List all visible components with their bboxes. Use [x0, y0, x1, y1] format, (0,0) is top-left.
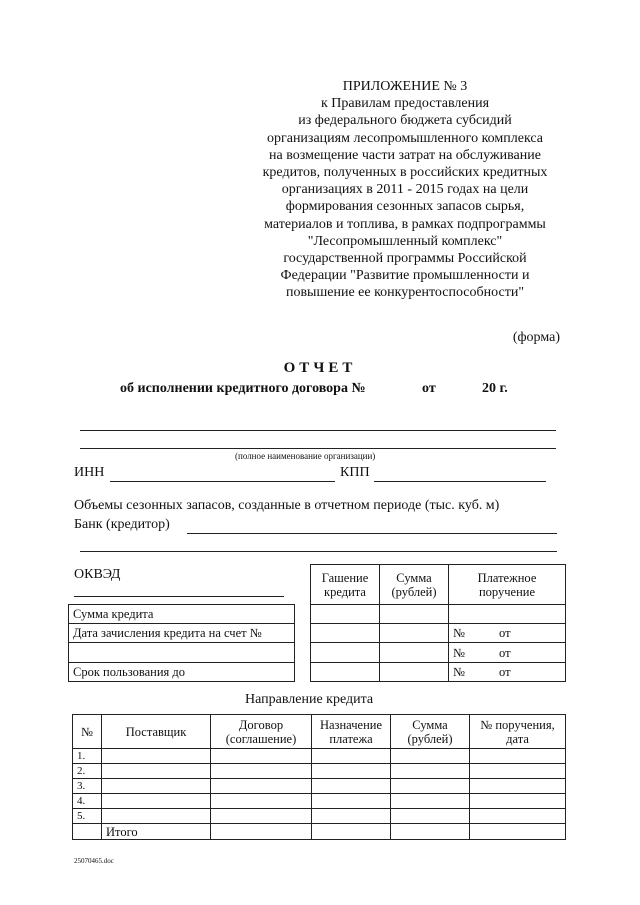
repay-header-col: Платежное поручение — [449, 565, 566, 605]
table-cell[interactable] — [312, 794, 391, 809]
table-cell[interactable] — [102, 779, 211, 794]
org-name-line[interactable] — [80, 430, 556, 431]
table-cell[interactable] — [102, 809, 211, 824]
repay-cell[interactable] — [380, 605, 449, 624]
no-label: № — [453, 626, 465, 640]
row-number: 4. — [73, 794, 102, 809]
direction-title: Направление кредита — [245, 692, 374, 707]
row-number: 2. — [73, 764, 102, 779]
direction-header-col: № поручения, дата — [470, 715, 566, 749]
total-label: Итого — [102, 824, 211, 840]
kpp-field[interactable] — [374, 481, 546, 482]
payment-order-cell[interactable] — [449, 643, 566, 663]
no-label: № — [453, 645, 465, 660]
repayment-table — [310, 564, 566, 682]
payment-order-cell[interactable] — [449, 663, 566, 682]
repay-cell[interactable] — [449, 605, 566, 624]
table-row — [73, 764, 566, 779]
repay-header-col: Сумма (рублей) — [380, 565, 449, 605]
table-cell[interactable] — [312, 779, 391, 794]
annex-header — [240, 78, 570, 302]
table-cell[interactable] — [470, 779, 566, 794]
table-cell[interactable] — [391, 809, 470, 824]
repay-cell[interactable] — [311, 643, 380, 663]
volumes-label: Объемы сезонных запасов, созданные в отчетном периоде (тыс. куб. м) — [74, 498, 500, 513]
annex-line: Федерации "Развитие промышленности и — [280, 268, 530, 284]
okved-field[interactable] — [74, 596, 284, 597]
kpp-label: КПП — [340, 465, 370, 480]
org-caption: (полное наименование организации) — [235, 451, 376, 461]
table-cell[interactable] — [312, 824, 391, 840]
table-row — [73, 749, 566, 764]
report-title: ОТЧЕТ — [283, 360, 357, 376]
annex-line: формирования сезонных запасов сырья, — [285, 199, 525, 215]
footer-filename: 25070465.doc — [74, 857, 114, 865]
table-cell[interactable] — [211, 794, 312, 809]
table-cell[interactable] — [211, 809, 312, 824]
annex-line: на возмещение части затрат на обслуживание — [269, 147, 541, 163]
annex-line: организациях в 2011 - 2015 годах на цели — [281, 182, 529, 198]
table-cell[interactable] — [391, 824, 470, 840]
table-cell[interactable] — [391, 764, 470, 779]
table-cell[interactable] — [391, 779, 470, 794]
from-label: от — [499, 645, 511, 660]
table-cell[interactable] — [470, 809, 566, 824]
annex-line: повышение ее конкурентоспособности" — [285, 285, 525, 301]
table-cell[interactable] — [102, 794, 211, 809]
repay-cell[interactable] — [380, 643, 449, 663]
no-label: № — [453, 665, 465, 679]
repay-cell[interactable] — [311, 605, 380, 624]
repay-cell[interactable] — [311, 663, 380, 682]
repay-cell[interactable] — [311, 624, 380, 643]
row-number: 5. — [73, 809, 102, 824]
table-cell[interactable] — [211, 749, 312, 764]
direction-header-col: Поставщик — [102, 715, 211, 749]
annex-line: "Лесопромышленный комплекс" — [307, 233, 503, 249]
table-cell[interactable] — [211, 764, 312, 779]
table-row — [73, 779, 566, 794]
annex-line: кредитов, полученных в российских кредитных — [262, 165, 548, 181]
table-cell[interactable] — [470, 824, 566, 840]
payment-order-cell[interactable] — [449, 624, 566, 643]
direction-header-col: Сумма (рублей) — [391, 715, 470, 749]
bank-field[interactable] — [187, 533, 557, 534]
direction-header-col: Назначение платежа — [312, 715, 391, 749]
inn-label: ИНН — [74, 465, 105, 480]
org-name-line[interactable] — [80, 448, 556, 449]
annex-line: организациям лесопромышленного комплекса — [266, 130, 543, 146]
table-cell[interactable] — [312, 749, 391, 764]
form-label: (форма) — [512, 330, 560, 345]
table-cell[interactable] — [211, 824, 312, 840]
okved-label: ОКВЭД — [74, 567, 121, 582]
table-cell[interactable] — [391, 794, 470, 809]
annex-line: государственной программы Российской — [283, 251, 527, 267]
table-row — [73, 809, 566, 824]
table-cell[interactable] — [470, 764, 566, 779]
bank-label: Банк (кредитор) — [74, 517, 170, 532]
repay-cell[interactable] — [380, 624, 449, 643]
repay-cell[interactable] — [380, 663, 449, 682]
table-cell — [73, 824, 102, 840]
direction-header-col: Договор (соглашение) — [211, 715, 312, 749]
table-cell[interactable] — [102, 764, 211, 779]
subtitle-year: 20 г. — [482, 381, 508, 396]
credit-amount-label: Сумма кредита — [69, 605, 295, 624]
annex-line: из федерального бюджета субсидий — [298, 113, 512, 129]
annex-line: материалов и топлива, в рамках подпрограммы — [264, 216, 546, 232]
credit-fields-box — [68, 604, 295, 682]
table-cell[interactable] — [102, 749, 211, 764]
inn-field[interactable] — [110, 481, 335, 482]
from-label: от — [499, 626, 511, 640]
table-cell[interactable] — [312, 809, 391, 824]
table-cell[interactable] — [470, 794, 566, 809]
row-number: 3. — [73, 779, 102, 794]
repay-header-col: Гашение кредита — [311, 565, 380, 605]
table-row — [73, 794, 566, 809]
annex-line: ПРИЛОЖЕНИЕ № 3 — [342, 79, 468, 94]
credit-blank-cell[interactable] — [69, 643, 295, 663]
table-row — [73, 824, 566, 840]
credit-term-label: Срок пользования до — [69, 663, 295, 682]
direction-header-col: № — [73, 715, 102, 749]
credit-date-label: Дата зачисления кредита на счет № — [69, 624, 295, 643]
table-cell[interactable] — [211, 779, 312, 794]
from-label: от — [499, 665, 511, 679]
annex-line: к Правилам предоставления — [320, 96, 490, 112]
subtitle-from: от — [422, 381, 436, 396]
table-cell[interactable] — [312, 764, 391, 779]
row-number: 1. — [73, 749, 102, 764]
bank-field-extra[interactable] — [80, 551, 557, 552]
table-cell[interactable] — [391, 749, 470, 764]
table-cell[interactable] — [470, 749, 566, 764]
report-subtitle: об исполнении кредитного договора № — [120, 381, 366, 396]
direction-table — [72, 714, 566, 840]
